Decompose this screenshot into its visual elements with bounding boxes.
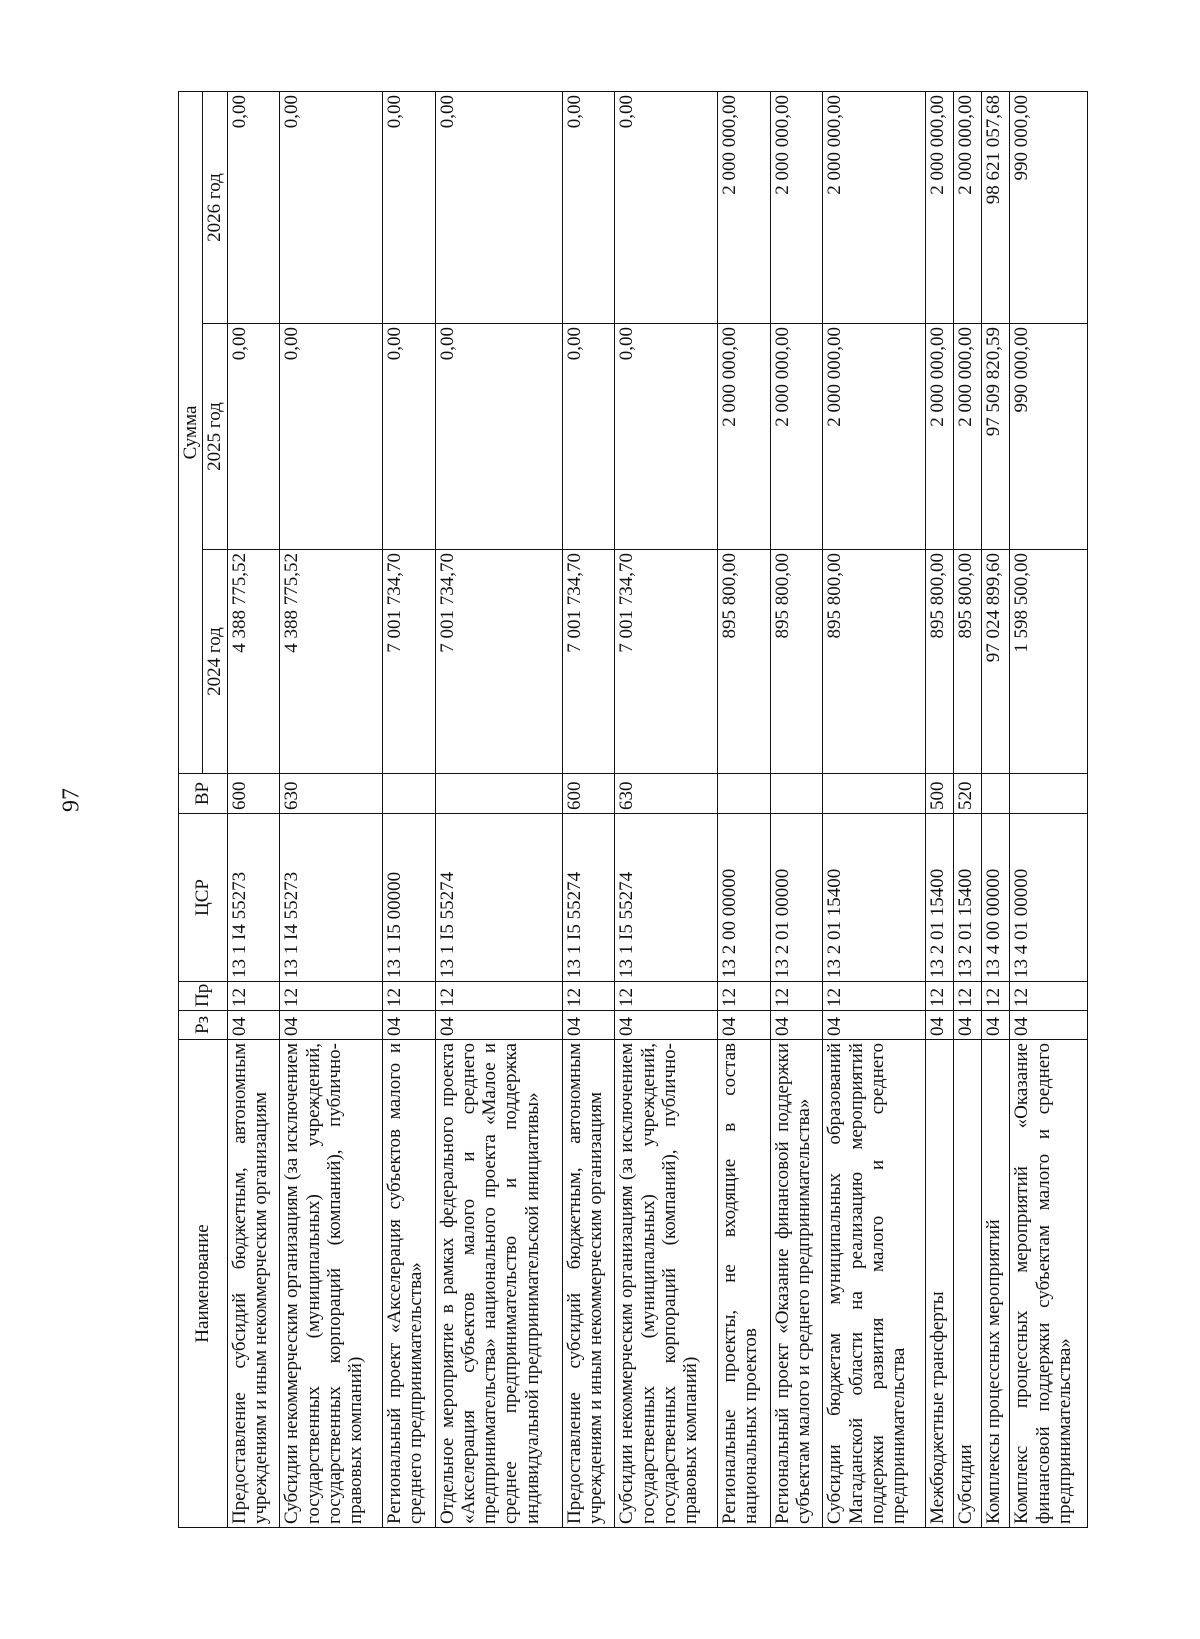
header-row xyxy=(179,91,203,1527)
row-rz: 04 xyxy=(382,1011,435,1040)
row-pr: 12 xyxy=(717,982,770,1011)
row-name: Комплекс процессных мероприятий «Оказание финансовой поддержки субъектам малого и среднего предпринимательства» xyxy=(1010,1040,1088,1528)
row-vr: 600 xyxy=(227,774,280,814)
row-sum-2024: 1 598 500,00 xyxy=(1010,550,1088,774)
row-vr xyxy=(823,774,925,814)
row-sum-2026: 990 000,00 xyxy=(1010,91,1088,323)
row-rz: 04 xyxy=(982,1011,1010,1040)
table-row xyxy=(227,91,280,1527)
row-sum-2025: 0,00 xyxy=(435,324,562,550)
row-sum-2025: 0,00 xyxy=(280,324,382,550)
table-row xyxy=(1010,91,1088,1527)
row-sum-2026: 0,00 xyxy=(382,91,435,323)
row-sum-2025: 0,00 xyxy=(382,324,435,550)
row-sum-2024: 4 388 775,52 xyxy=(227,550,280,774)
header-sum: Сумма xyxy=(179,91,203,773)
row-sum-2026: 0,00 xyxy=(562,91,615,323)
row-name: Субсидии бюджетам муниципальных образований Магаданской области на реализацию мероприятий поддержки развития малого и среднего предпринимательства xyxy=(823,1040,925,1528)
row-rz: 04 xyxy=(435,1011,562,1040)
row-rz: 04 xyxy=(227,1011,280,1040)
row-csr: 13 1 I5 55274 xyxy=(615,814,717,982)
row-rz: 04 xyxy=(1010,1011,1088,1040)
row-pr: 12 xyxy=(770,982,823,1011)
row-csr: 13 2 00 00000 xyxy=(717,814,770,982)
row-sum-2026: 2 000 000,00 xyxy=(770,91,823,323)
row-sum-2026: 98 621 057,68 xyxy=(982,91,1010,323)
row-sum-2026: 2 000 000,00 xyxy=(925,91,953,323)
table-row xyxy=(925,91,953,1527)
row-name: Межбюджетные трансферты xyxy=(925,1040,953,1528)
row-sum-2025: 97 509 820,59 xyxy=(982,324,1010,550)
row-name: Субсидии xyxy=(953,1040,981,1528)
row-pr: 12 xyxy=(280,982,382,1011)
row-vr xyxy=(982,774,1010,814)
row-csr: 13 1 I4 55273 xyxy=(227,814,280,982)
row-sum-2024: 895 800,00 xyxy=(717,550,770,774)
row-name: Предоставление субсидий бюджетным, автономным учреждениям и иным некоммерческим организациям xyxy=(562,1040,615,1528)
row-rz: 04 xyxy=(953,1011,981,1040)
row-sum-2024: 7 001 734,70 xyxy=(435,550,562,774)
header-pr: Пр xyxy=(179,982,228,1011)
row-csr: 13 1 I5 55274 xyxy=(435,814,562,982)
row-sum-2024: 7 001 734,70 xyxy=(615,550,717,774)
header-2024: 2024 год xyxy=(203,550,227,774)
row-pr: 12 xyxy=(227,982,280,1011)
row-name: Региональный проект «Акселерация субъектов малого и среднего предпринимательства» xyxy=(382,1040,435,1528)
row-sum-2025: 0,00 xyxy=(562,324,615,550)
row-rz: 04 xyxy=(925,1011,953,1040)
row-vr: 600 xyxy=(562,774,615,814)
row-sum-2025: 0,00 xyxy=(615,324,717,550)
row-pr: 12 xyxy=(615,982,717,1011)
row-csr: 13 4 01 00000 xyxy=(1010,814,1088,982)
row-name: Предоставление субсидий бюджетным, автономным учреждениям и иным некоммерческим организациям xyxy=(227,1040,280,1528)
header-name: Наименование xyxy=(179,1040,228,1528)
row-pr: 12 xyxy=(953,982,981,1011)
row-sum-2024: 97 024 899,60 xyxy=(982,550,1010,774)
row-vr xyxy=(382,774,435,814)
row-rz: 04 xyxy=(280,1011,382,1040)
row-pr: 12 xyxy=(562,982,615,1011)
row-pr: 12 xyxy=(382,982,435,1011)
row-sum-2025: 2 000 000,00 xyxy=(925,324,953,550)
table-row xyxy=(562,91,615,1527)
header-2025: 2025 год xyxy=(203,324,227,550)
row-name: Субсидии некоммерческим организациям (за исключением государственных (муниципальных) учреждений, государственных корпораций (компаний), публично-правовых компаний) xyxy=(615,1040,717,1528)
row-name: Комплексы процессных мероприятий xyxy=(982,1040,1010,1528)
page-number: 97 xyxy=(58,788,85,812)
budget-table xyxy=(178,91,1088,1528)
header-rz: Рз xyxy=(179,1011,228,1040)
row-csr: 13 1 I4 55273 xyxy=(280,814,382,982)
row-csr: 13 2 01 00000 xyxy=(770,814,823,982)
header-vr: ВР xyxy=(179,774,228,814)
row-sum-2026: 2 000 000,00 xyxy=(717,91,770,323)
row-pr: 12 xyxy=(925,982,953,1011)
row-sum-2025: 0,00 xyxy=(227,324,280,550)
row-csr: 13 1 I5 00000 xyxy=(382,814,435,982)
table-row xyxy=(280,91,382,1527)
row-vr xyxy=(770,774,823,814)
row-rz: 04 xyxy=(562,1011,615,1040)
row-csr: 13 2 01 15400 xyxy=(823,814,925,982)
row-rz: 04 xyxy=(615,1011,717,1040)
row-sum-2026: 0,00 xyxy=(227,91,280,323)
row-vr xyxy=(1010,774,1088,814)
row-sum-2025: 2 000 000,00 xyxy=(823,324,925,550)
row-sum-2026: 0,00 xyxy=(280,91,382,323)
table-body xyxy=(227,91,1087,1527)
row-sum-2026: 2 000 000,00 xyxy=(953,91,981,323)
row-vr: 500 xyxy=(925,774,953,814)
row-pr: 12 xyxy=(823,982,925,1011)
row-vr xyxy=(717,774,770,814)
header-2026: 2026 год xyxy=(203,91,227,323)
table-row xyxy=(953,91,981,1527)
row-sum-2025: 2 000 000,00 xyxy=(770,324,823,550)
row-sum-2025: 2 000 000,00 xyxy=(717,324,770,550)
row-sum-2025: 2 000 000,00 xyxy=(953,324,981,550)
row-vr: 630 xyxy=(280,774,382,814)
row-sum-2024: 895 800,00 xyxy=(925,550,953,774)
row-sum-2026: 0,00 xyxy=(435,91,562,323)
row-sum-2024: 895 800,00 xyxy=(823,550,925,774)
row-sum-2024: 4 388 775,52 xyxy=(280,550,382,774)
row-vr: 630 xyxy=(615,774,717,814)
row-name: Субсидии некоммерческим организациям (за исключением государственных (муниципальных) учреждений, государственных корпораций (компаний), публично-правовых компаний) xyxy=(280,1040,382,1528)
row-pr: 12 xyxy=(982,982,1010,1011)
row-rz: 04 xyxy=(823,1011,925,1040)
row-csr: 13 2 01 15400 xyxy=(953,814,981,982)
row-sum-2025: 990 000,00 xyxy=(1010,324,1088,550)
row-csr: 13 2 01 15400 xyxy=(925,814,953,982)
table-row xyxy=(435,91,562,1527)
row-rz: 04 xyxy=(717,1011,770,1040)
row-name: Региональные проекты, не входящие в состав национальных проектов xyxy=(717,1040,770,1528)
row-csr: 13 4 00 00000 xyxy=(982,814,1010,982)
row-csr: 13 1 I5 55274 xyxy=(562,814,615,982)
table-row xyxy=(717,91,770,1527)
table-row xyxy=(982,91,1010,1527)
header-csr: ЦСР xyxy=(179,814,228,982)
row-sum-2024: 7 001 734,70 xyxy=(562,550,615,774)
table-row xyxy=(615,91,717,1527)
table-row xyxy=(382,91,435,1527)
row-vr xyxy=(435,774,562,814)
row-sum-2024: 895 800,00 xyxy=(953,550,981,774)
row-name: Отдельное мероприятие в рамках федерального проекта «Акселерация субъектов малого и среднего предпринимательства» национального проекта «Малое и среднее предпринимательство и поддержка индивидуальной предпринимательской инициативы» xyxy=(435,1040,562,1528)
row-pr: 12 xyxy=(1010,982,1088,1011)
row-name: Региональный проект «Оказание финансовой поддержки субъектам малого и среднего предпринимательства» xyxy=(770,1040,823,1528)
rotated-page-content xyxy=(178,92,1088,1528)
row-sum-2026: 0,00 xyxy=(615,91,717,323)
row-vr: 520 xyxy=(953,774,981,814)
row-sum-2024: 895 800,00 xyxy=(770,550,823,774)
row-pr: 12 xyxy=(435,982,562,1011)
row-rz: 04 xyxy=(770,1011,823,1040)
row-sum-2024: 7 001 734,70 xyxy=(382,550,435,774)
table-row xyxy=(770,91,823,1527)
table-row xyxy=(823,91,925,1527)
row-sum-2026: 2 000 000,00 xyxy=(823,91,925,323)
